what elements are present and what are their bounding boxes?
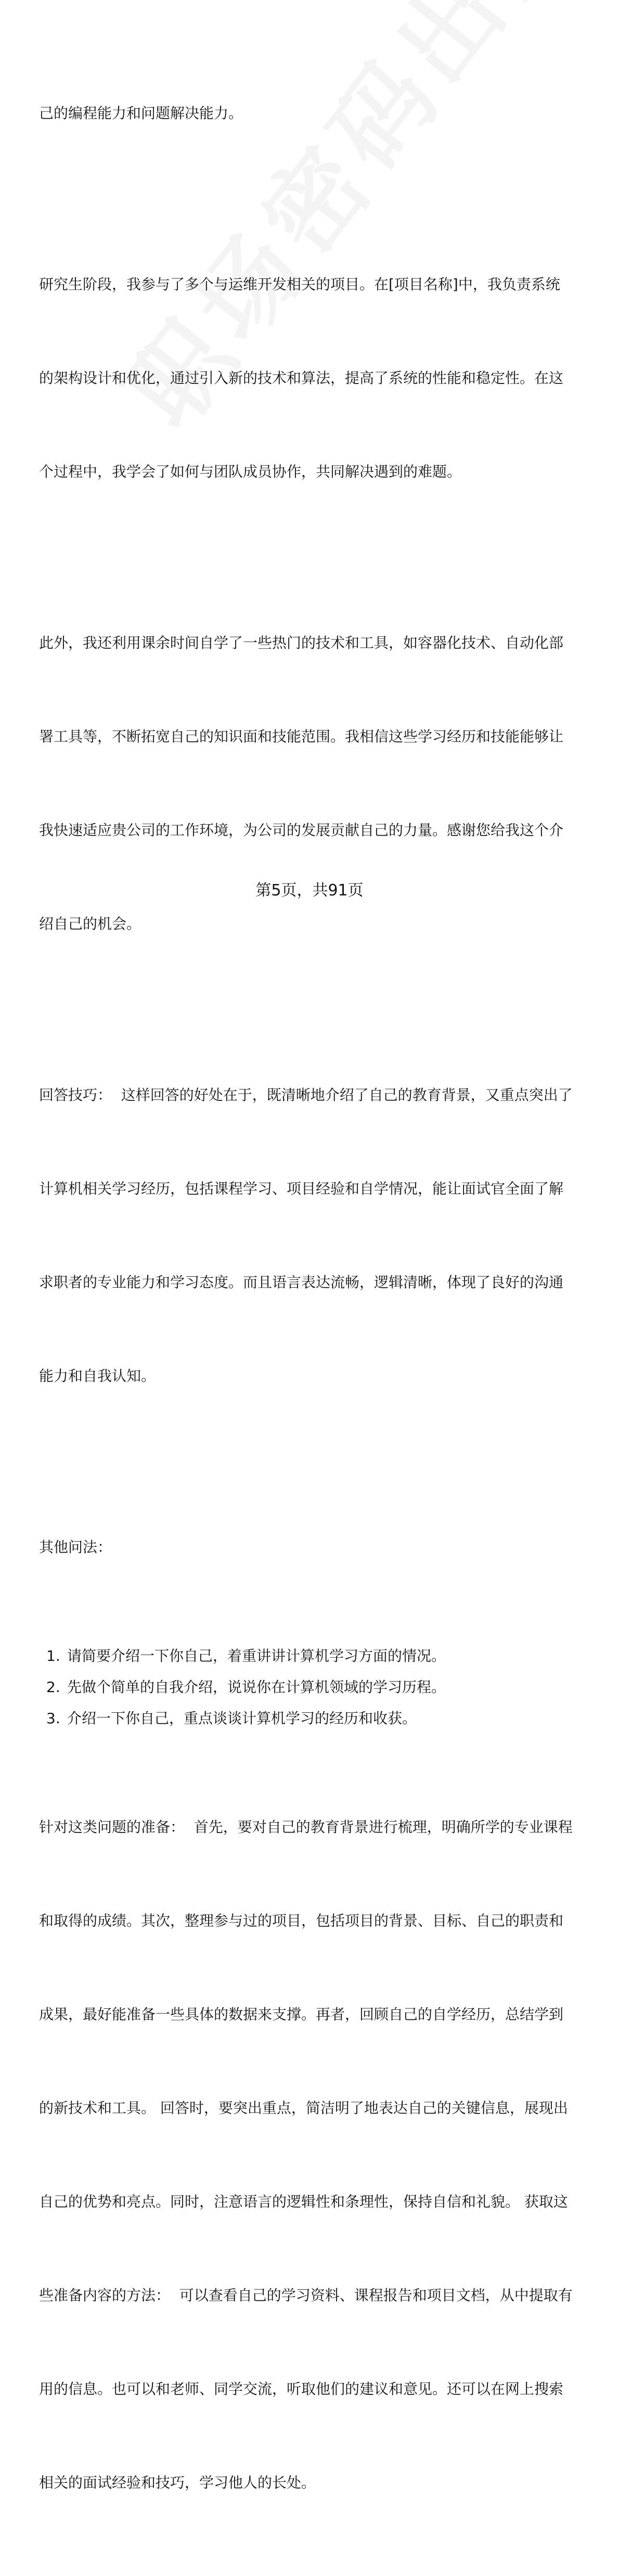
- text-line: 的新技术和工具。 回答时，要突出重点，简洁明了地表达自己的关键信息，展现出: [39, 2099, 568, 2117]
- page-indicator: 第5页，共91页: [255, 881, 364, 900]
- text-line: 的架构设计和优化，通过引入新的技术和算法，提高了系统的性能和稳定性。在这: [39, 369, 564, 387]
- text-line: 针对这类问题的准备： 首先，要对自己的教育背景进行梳理，明确所学的专业课程: [39, 1818, 573, 1836]
- text-line: 绍自己的机会。: [39, 915, 141, 932]
- document-page: [39, 35, 609, 2576]
- text-line: 求职者的专业能力和学习态度。而且语言表达流畅，逻辑清晰，体现了良好的沟通: [39, 1274, 564, 1291]
- list-item: [39, 1641, 609, 1672]
- text-line: 其他问法：: [39, 1539, 112, 1556]
- text-line: 用的信息。也可以和老师、同学交流，听取他们的建议和意见。还可以在网上搜索: [39, 2380, 564, 2398]
- list-text: 介绍一下你自己，重点谈谈计算机学习的经历和收获。: [67, 1710, 417, 1727]
- text-line: 个过程中，我学会了如何与团队成员协作，共同解决遇到的难题。: [39, 463, 462, 480]
- list-number: 3.: [46, 1710, 60, 1727]
- paragraph-answer-tips: [39, 1017, 609, 1454]
- paragraph-preparation: [39, 1749, 609, 2561]
- text-line: 和取得的成绩。其次，整理参与过的项目，包括项目的背景、目标、自己的职责和: [39, 1912, 564, 1929]
- text-line: 回答技巧： 这样回答的好处在于，既清晰地介绍了自己的教育背景，又重点突出了: [39, 1086, 573, 1104]
- text-line: 此外，我还利用课余时间自学了一些热门的技术和工具，如容器化技术、自动化部: [39, 634, 564, 651]
- text-line: 些准备内容的方法： 可以查看自己的学习资料、课程报告和项目文档，从中提取有: [39, 2287, 573, 2304]
- other-questions-heading: [39, 1469, 609, 1625]
- paragraph-self-study: [39, 565, 609, 1002]
- list-item: [39, 1703, 609, 1734]
- text-line: 计算机相关学习经历，包括课程学习、项目经验和自学情况，能让面试官全面了解: [39, 1180, 564, 1197]
- text-line: 成果，最好能准备一些具体的数据来支撑。再者，回顾自己的自学经历，总结学到: [39, 2006, 564, 2023]
- text-line: 署工具等，不断拓宽自己的知识面和技能范围。我相信这些学习经历和技能能够让: [39, 728, 564, 745]
- list-number: 1.: [46, 1647, 60, 1664]
- paragraph-continued: [39, 35, 609, 191]
- paragraph-graduate-projects: [39, 207, 609, 550]
- other-questions-list: [39, 1641, 609, 1734]
- list-number: 2.: [46, 1678, 60, 1696]
- list-text: 请简要介绍一下你自己，着重讲讲计算机学习方面的情况。: [67, 1647, 446, 1664]
- text-line: 研究生阶段，我参与了多个与运维开发相关的项目。在[项目名称]中，我负责系统: [39, 276, 560, 293]
- text-line: 己的编程能力和问题解决能力。: [39, 105, 243, 122]
- text-line: 相关的面试经验和技巧，学习他人的长处。: [39, 2474, 316, 2491]
- text-line: 能力和自我认知。: [39, 1367, 156, 1385]
- list-item: [39, 1672, 609, 1703]
- list-text: 先做个简单的自我介绍，说说你在计算机领域的学习历程。: [67, 1678, 446, 1696]
- text-line: 我快速适应贵公司的工作环境，为公司的发展贡献自己的力量。感谢您给我这个介: [39, 822, 564, 839]
- text-line: 自己的优势和亮点。同时，注意语言的逻辑性和条理性，保持自信和礼貌。 获取这: [39, 2193, 568, 2210]
